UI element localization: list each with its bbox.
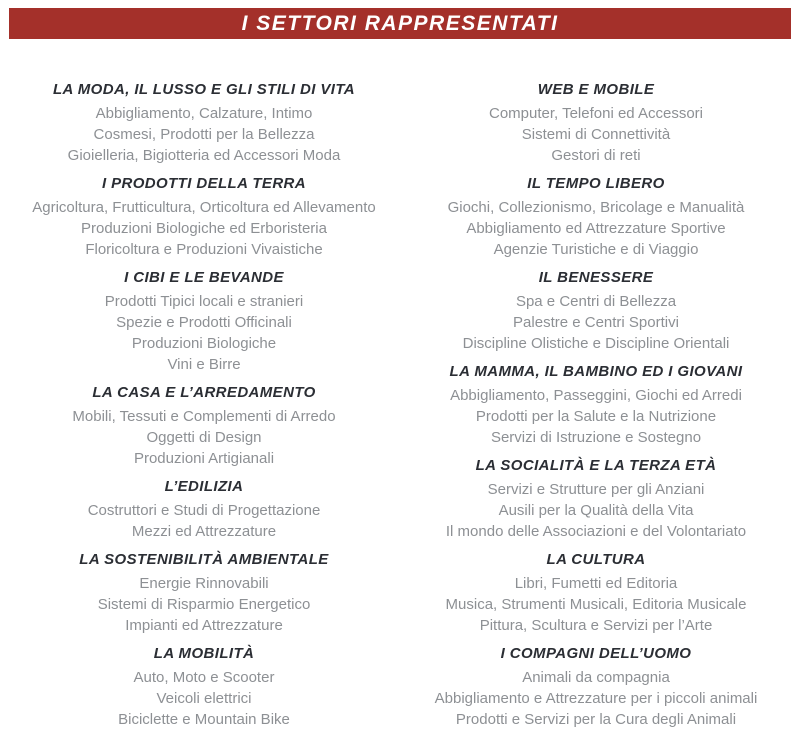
section-item: Libri, Fumetti ed Editoria [514,575,678,592]
section-item: Il mondo delle Associazioni e del Volontariato [445,523,747,540]
left-column [8,81,400,739]
section-heading: LA MAMMA, IL BAMBINO ED I GIOVANI [449,363,743,380]
section-heading: LA SOSTENIBILITÀ AMBIENTALE [79,551,329,568]
section-item: Abbigliamento e Attrezzature per i piccoli animali [434,690,758,707]
section-item: Vini e Birre [167,356,241,373]
section-item: Biciclette e Mountain Bike [118,711,290,728]
section-mamma-bambino-giovani [400,363,792,448]
section-item: Musica, Strumenti Musicali, Editoria Musicale [445,596,747,613]
section-benessere [400,269,792,354]
section-item: Gestori di reti [551,147,641,164]
section-item: Discipline Olistiche e Discipline Orientali [462,335,730,352]
section-item: Abbigliamento, Passeggini, Giochi ed Arredi [450,387,742,404]
section-item: Computer, Telefoni ed Accessori [488,105,703,122]
section-item: Sistemi di Risparmio Energetico [97,596,311,613]
section-item: Abbigliamento ed Attrezzature Sportive [466,220,726,237]
section-heading: LA CULTURA [546,551,646,568]
section-item: Agenzie Turistiche e di Viaggio [493,241,699,258]
section-item: Prodotti per la Salute e la Nutrizione [475,408,717,425]
section-item: Servizi di Istruzione e Sostegno [490,429,702,446]
section-tempo-libero [400,175,792,260]
section-heading: LA MOBILITÀ [153,645,255,662]
section-la-moda [8,81,400,166]
section-item: Produzioni Artigianali [133,450,275,467]
section-heading: I COMPAGNI DELL’UOMO [500,645,692,662]
section-sostenibilita-ambientale [8,551,400,636]
section-item: Floricoltura e Produzioni Vivaistiche [85,241,323,258]
section-heading: IL BENESSERE [538,269,654,286]
section-heading: LA MODA, IL LUSSO E GLI STILI DI VITA [52,81,356,98]
section-item: Auto, Moto e Scooter [133,669,275,686]
section-heading: WEB E MOBILE [537,81,655,98]
section-mobilita [8,645,400,730]
section-item: Sistemi di Connettività [521,126,671,143]
section-item: Impianti ed Attrezzature [125,617,283,634]
section-item: Prodotti e Servizi per la Cura degli Animali [455,711,737,728]
section-heading: I CIBI E LE BEVANDE [124,269,284,286]
section-item: Giochi, Collezionismo, Bricolage e Manualità [447,199,745,216]
content [0,81,800,739]
section-prodotti-della-terra [8,175,400,260]
section-item: Mezzi ed Attrezzature [131,523,277,540]
section-heading: I PRODOTTI DELLA TERRA [101,175,307,192]
section-heading: L’EDILIZIA [164,478,244,495]
section-item: Spa e Centri di Bellezza [515,293,677,310]
section-cultura [400,551,792,636]
section-item: Energie Rinnovabili [139,575,269,592]
page-title: I SETTORI RAPPRESENTATI [241,11,559,35]
section-item: Palestre e Centri Sportivi [513,314,679,331]
section-item: Agricoltura, Frutticultura, Orticoltura ed Allevamento [32,199,376,216]
section-heading: LA SOCIALITÀ E LA TERZA ETÀ [475,457,717,474]
section-item: Ausili per la Qualità della Vita [498,502,694,519]
section-item: Cosmesi, Prodotti per la Bellezza [93,126,315,143]
section-item: Mobili, Tessuti e Complementi di Arredo [72,408,336,425]
section-item: Produzioni Biologiche [131,335,277,352]
section-item: Abbigliamento, Calzature, Intimo [95,105,313,122]
section-item: Veicoli elettrici [156,690,252,707]
section-item: Animali da compagnia [522,669,670,686]
section-cibi-e-bevande [8,269,400,375]
section-compagni-dell-uomo [400,645,792,730]
section-item: Produzioni Biologiche ed Erboristeria [81,220,327,237]
section-edilizia [8,478,400,542]
section-web-e-mobile [400,81,792,166]
section-casa-e-arredamento [8,384,400,469]
section-heading: LA CASA E L’ARREDAMENTO [92,384,316,401]
section-item: Costruttori e Studi di Progettazione [87,502,321,519]
title-banner [9,8,791,39]
section-heading: IL TEMPO LIBERO [527,175,665,192]
section-item: Servizi e Strutture per gli Anziani [487,481,705,498]
section-item: Spezie e Prodotti Officinali [116,314,292,331]
section-item: Pittura, Scultura e Servizi per l’Arte [479,617,713,634]
right-column [400,81,792,739]
section-item: Prodotti Tipici locali e stranieri [104,293,304,310]
section-item: Oggetti di Design [146,429,262,446]
section-socialita-terza-eta [400,457,792,542]
section-item: Gioielleria, Bigiotteria ed Accessori Moda [67,147,341,164]
